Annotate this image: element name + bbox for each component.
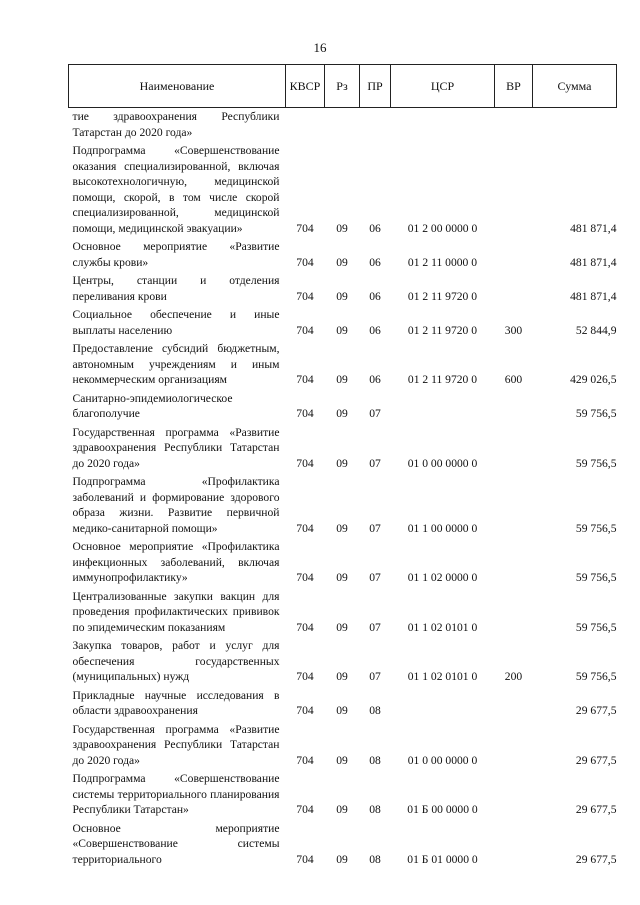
cell-pr: 07	[369, 571, 381, 584]
cell-sum: 29 677,5	[575, 753, 617, 767]
cell-csr: 01 1 00 0000 0	[407, 521, 478, 535]
table-row	[69, 770, 617, 820]
cell-kvsr	[286, 108, 325, 143]
cell-kvsr: 704	[296, 456, 314, 470]
cell-rz: 09	[336, 456, 348, 470]
cell-rz	[325, 108, 360, 143]
cell-name: Предоставление субсидий бюджетным, автономным учреждениям и иным некоммерческим организациям	[72, 342, 280, 386]
cell-kvsr: 704	[296, 704, 314, 717]
cell-rz: 09	[336, 373, 348, 386]
cell-sum: 59 756,5	[575, 407, 617, 420]
cell-vr	[495, 424, 533, 474]
cell-pr: 08	[369, 852, 381, 866]
cell-pr: 08	[369, 803, 381, 816]
cell-pr: 07	[369, 407, 381, 420]
cell-sum: 429 026,5	[570, 373, 617, 386]
table-row	[69, 637, 617, 687]
cell-vr: 200	[504, 670, 523, 683]
cell-vr	[495, 238, 533, 272]
cell-vr	[495, 473, 533, 538]
cell-csr: 01 Б 00 0000 0	[407, 803, 478, 816]
table-header	[69, 65, 617, 108]
table-row	[69, 538, 617, 588]
cell-name: Санитарно-эпидемиологическое благополучие	[72, 391, 233, 420]
cell-csr	[391, 108, 495, 143]
cell-sum: 481 871,4	[570, 255, 617, 269]
cell-vr	[495, 820, 533, 870]
header-name: Наименование	[69, 65, 286, 108]
table-row	[69, 721, 617, 771]
cell-sum: 29 677,5	[575, 704, 617, 717]
cell-kvsr: 704	[296, 670, 314, 683]
cell-csr: 01 Б 01 0000 0	[407, 852, 478, 866]
cell-csr: 01 0 00 0000 0	[407, 456, 478, 470]
cell-kvsr: 704	[296, 289, 314, 303]
table-row	[69, 306, 617, 340]
cell-rz: 09	[336, 289, 348, 303]
cell-vr: 300	[504, 323, 523, 337]
cell-csr: 01 2 11 0000 0	[407, 255, 478, 269]
cell-csr: 01 2 11 9720 0	[407, 373, 478, 386]
cell-name: Государственная программа «Развитие здравоохранения Республики Татарстан до 2020 года»	[72, 425, 280, 470]
cell-kvsr: 704	[296, 323, 314, 337]
cell-vr	[495, 770, 533, 820]
cell-rz: 09	[336, 571, 348, 584]
table-row	[69, 588, 617, 638]
cell-sum	[533, 108, 617, 143]
table-row	[69, 820, 617, 870]
cell-name: Закупка товаров, работ и услуг для обеспечения государственных (муниципальных) нужд	[72, 639, 280, 683]
cell-csr: 01 0 00 0000 0	[407, 753, 478, 767]
cell-name: Подпрограмма «Совершенствование системы территориального планирования Республики Татарстан»	[72, 772, 280, 816]
table-row	[69, 424, 617, 474]
cell-kvsr: 704	[296, 620, 314, 634]
cell-csr: 01 1 02 0000 0	[407, 571, 478, 584]
cell-pr: 07	[369, 620, 381, 634]
cell-kvsr: 704	[296, 255, 314, 269]
cell-csr	[391, 687, 495, 721]
cell-vr	[495, 390, 533, 424]
cell-vr	[495, 142, 533, 238]
cell-kvsr: 704	[296, 521, 314, 535]
header-csr: ЦСР	[391, 65, 495, 108]
header-rz: Рз	[325, 65, 360, 108]
cell-name: Прикладные научные исследования в области здравоохранения	[72, 688, 280, 717]
table-row	[69, 142, 617, 238]
cell-pr: 06	[369, 323, 381, 337]
cell-sum: 59 756,5	[575, 670, 617, 683]
cell-sum: 52 844,9	[575, 323, 617, 337]
header-pr: ПР	[360, 65, 391, 108]
cell-pr: 08	[369, 704, 381, 717]
cell-csr	[391, 390, 495, 424]
cell-sum: 59 756,5	[575, 521, 617, 535]
cell-csr: 01 2 00 0000 0	[407, 221, 478, 235]
cell-name: Социальное обеспечение и иные выплаты населению	[72, 308, 280, 337]
cell-sum: 59 756,5	[575, 571, 617, 584]
table-row	[69, 687, 617, 721]
cell-kvsr: 704	[296, 373, 314, 386]
cell-kvsr: 704	[296, 571, 314, 584]
cell-vr	[495, 272, 533, 306]
cell-rz: 09	[336, 852, 348, 866]
table-row	[69, 272, 617, 306]
cell-kvsr: 704	[296, 753, 314, 767]
cell-pr	[360, 108, 391, 143]
cell-pr: 06	[369, 255, 381, 269]
cell-vr	[495, 108, 533, 143]
cell-csr: 01 2 11 9720 0	[407, 289, 478, 303]
cell-rz: 09	[336, 753, 348, 767]
header-vr: ВР	[495, 65, 533, 108]
cell-rz: 09	[336, 521, 348, 535]
cell-pr: 06	[369, 221, 381, 235]
cell-name: Основное мероприятие «Профилактика инфекционных заболеваний, включая иммунопрофилактику»	[72, 540, 280, 584]
cell-sum: 59 756,5	[575, 456, 617, 470]
cell-rz: 09	[336, 704, 348, 717]
cell-name: Подпрограмма «Профилактика заболеваний и формирование здорового образа жизни. Развитие первичной медико-санитарной помощи»	[72, 475, 280, 535]
cell-csr: 01 1 02 0101 0	[407, 670, 478, 683]
cell-rz: 09	[336, 407, 348, 420]
cell-csr: 01 2 11 9720 0	[407, 323, 478, 337]
cell-name: тие здравоохранения Республики Татарстан до 2020 года»	[72, 110, 280, 139]
cell-name: Основное мероприятие «Совершенствование системы территориального	[72, 821, 280, 866]
cell-rz: 09	[336, 221, 348, 235]
header-kvsr: КВСР	[286, 65, 325, 108]
cell-name: Основное мероприятие «Развитие службы крови»	[72, 240, 280, 269]
cell-rz: 09	[336, 255, 348, 269]
cell-sum: 29 677,5	[575, 852, 617, 866]
cell-pr: 06	[369, 373, 381, 386]
cell-kvsr: 704	[296, 407, 314, 420]
cell-rz: 09	[336, 620, 348, 634]
cell-kvsr: 704	[296, 221, 314, 235]
cell-name: Центры, станции и отделения переливания крови	[72, 274, 280, 303]
cell-rz: 09	[336, 803, 348, 816]
cell-rz: 09	[336, 670, 348, 683]
cell-pr: 08	[369, 753, 381, 767]
table-body	[69, 108, 617, 870]
cell-vr	[495, 721, 533, 771]
cell-kvsr: 704	[296, 803, 314, 816]
cell-name: Государственная программа «Развитие здравоохранения Республики Татарстан до 2020 года»	[72, 722, 280, 767]
budget-table	[68, 64, 616, 869]
cell-rz: 09	[336, 323, 348, 337]
table-row	[69, 390, 617, 424]
cell-sum: 481 871,4	[570, 289, 617, 303]
cell-pr: 06	[369, 289, 381, 303]
table-row	[69, 108, 617, 143]
cell-vr	[495, 588, 533, 638]
cell-kvsr: 704	[296, 852, 314, 866]
header-sum: Сумма	[533, 65, 617, 108]
cell-pr: 07	[369, 456, 381, 470]
cell-sum: 29 677,5	[575, 803, 617, 816]
cell-name: Подпрограмма «Совершенствование оказания специализированной, включая высокотехнологичную, медицинской помощи, скорой, в том числе скорой специализированной, медицинской помощи, медицинской эвакуации»	[72, 144, 280, 235]
cell-pr: 07	[369, 670, 381, 683]
cell-sum: 481 871,4	[570, 221, 617, 235]
table-row	[69, 238, 617, 272]
cell-sum: 59 756,5	[575, 620, 617, 634]
table-row	[69, 473, 617, 538]
page-number: 16	[313, 40, 327, 55]
cell-name: Централизованные закупки вакцин для проведения профилактических прививок по эпидемическим показаниям	[72, 589, 280, 634]
cell-vr	[495, 538, 533, 588]
cell-vr: 600	[504, 373, 523, 386]
table-row	[69, 340, 617, 390]
cell-pr: 07	[369, 521, 381, 535]
cell-vr	[495, 687, 533, 721]
cell-csr: 01 1 02 0101 0	[407, 620, 478, 634]
